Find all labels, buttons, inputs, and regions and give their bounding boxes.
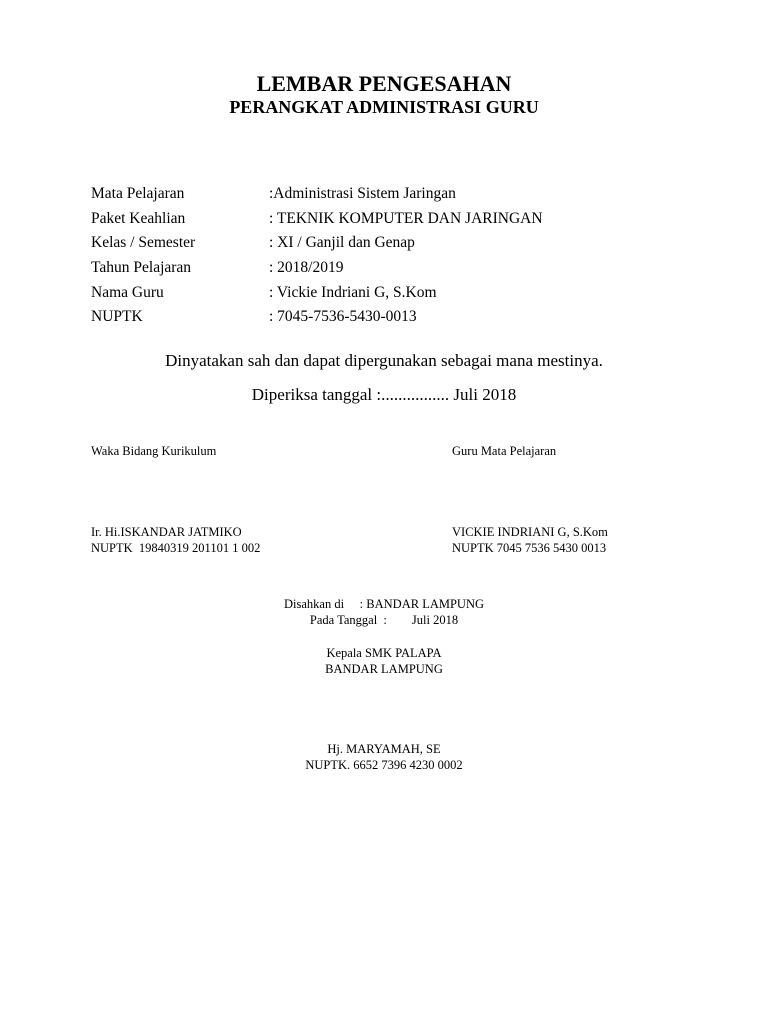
info-row-teacher <box>91 280 543 305</box>
info-label: Tahun Pelajaran <box>91 259 192 277</box>
info-value: : TEKNIK KOMPUTER DAN JARINGAN <box>269 209 543 227</box>
info-table <box>91 182 543 330</box>
right-signer-id: NUPTK 7045 7536 5430 0013 <box>452 541 607 555</box>
left-signer-block <box>91 524 260 556</box>
info-row-year <box>91 256 543 281</box>
approval-place: Disahkan di : BANDAR LAMPUNG <box>284 597 484 611</box>
info-value: : XI / Ganjil dan Genap <box>269 234 415 252</box>
principal-location: BANDAR LAMPUNG <box>325 662 443 676</box>
info-value: :Administrasi Sistem Jaringan <box>269 185 456 203</box>
left-signer-id: NUPTK 19840319 201101 1 002 <box>91 541 261 555</box>
info-label: NUPTK <box>91 308 143 326</box>
info-row-class <box>91 231 543 256</box>
info-label: Mata Pelajaran <box>91 185 185 203</box>
right-signer-block <box>452 524 608 556</box>
right-signer-role: Guru Mata Pelajaran <box>452 444 557 458</box>
info-label: Kelas / Semester <box>91 234 196 252</box>
approval-date: Pada Tanggal : Juli 2018 <box>309 613 459 627</box>
principal-title: Kepala SMK PALAPA <box>326 646 442 660</box>
info-row-subject <box>91 182 543 207</box>
right-signer-name: VICKIE INDRIANI G, S.Kom <box>452 525 608 539</box>
info-label: Paket Keahlian <box>91 209 186 227</box>
info-value: : 2018/2019 <box>269 259 344 277</box>
checked-date: Diperiksa tanggal :................ Juli 2018 <box>251 385 517 404</box>
info-value: : 7045-7536-5430-0013 <box>269 308 417 326</box>
left-signer-role: Waka Bidang Kurikulum <box>91 444 217 458</box>
principal-id: NUPTK. 6652 7396 4230 0002 <box>305 758 463 772</box>
info-row-program <box>91 207 543 232</box>
document-subtitle: PERANGKAT ADMINISTRASI GURU <box>229 97 539 117</box>
document-title: LEMBAR PENGESAHAN <box>256 71 512 96</box>
principal-name: Hj. MARYAMAH, SE <box>327 742 441 756</box>
info-label: Nama Guru <box>91 283 164 301</box>
info-value: : Vickie Indriani G, S.Kom <box>269 283 437 301</box>
left-signer-name: Ir. Hi.ISKANDAR JATMIKO <box>91 525 242 539</box>
validity-statement: Dinyatakan sah dan dapat dipergunakan sebagai mana mestinya. <box>165 351 603 370</box>
info-row-nuptk <box>91 305 543 330</box>
